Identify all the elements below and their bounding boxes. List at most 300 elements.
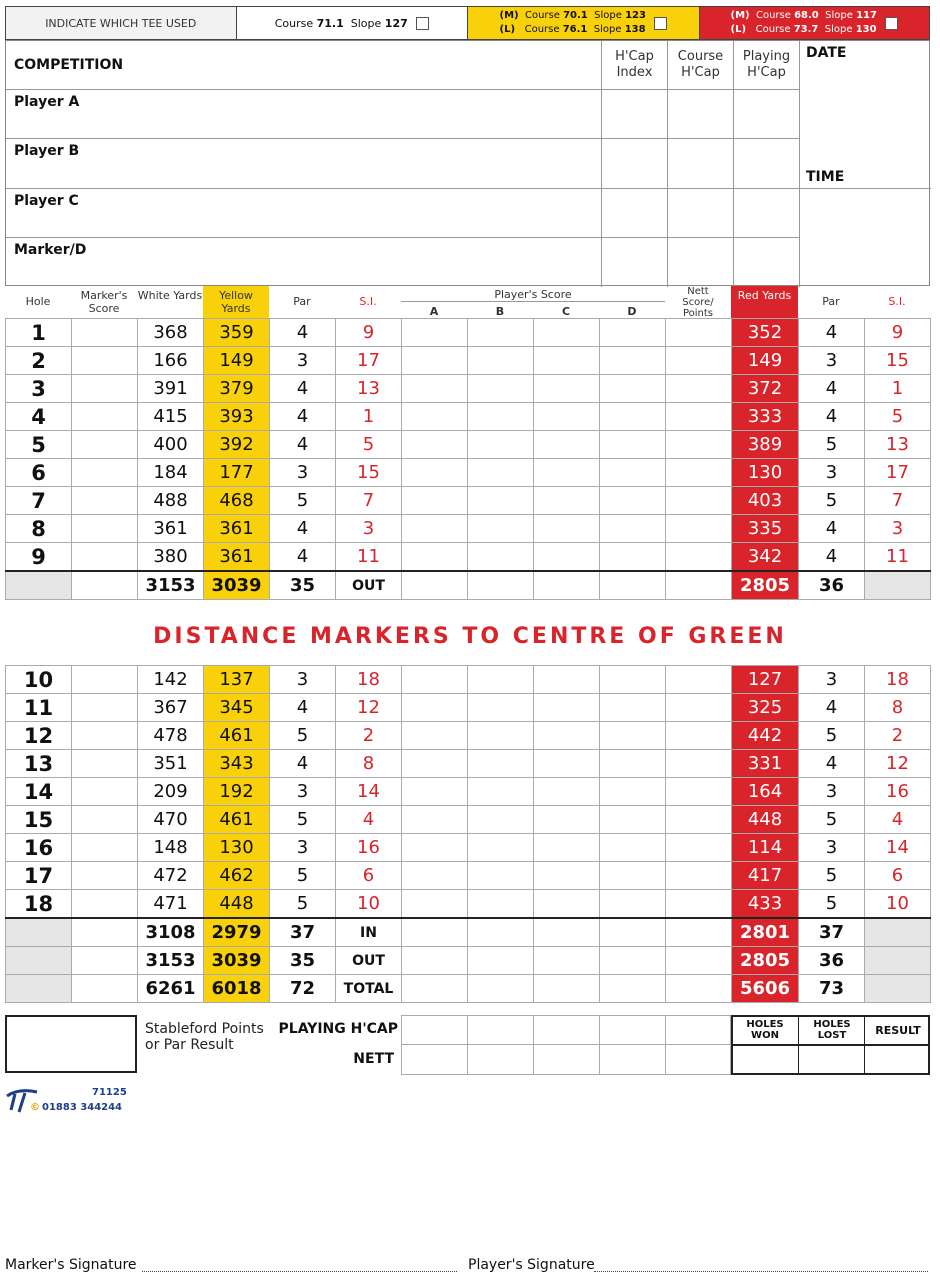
score-b-cell[interactable] bbox=[468, 862, 534, 890]
par-cell: 3 bbox=[270, 459, 336, 487]
red-yards-cell: 333 bbox=[732, 403, 799, 431]
score-a-cell[interactable] bbox=[402, 459, 468, 487]
score-d-cell[interactable] bbox=[600, 347, 666, 375]
time-field[interactable] bbox=[806, 191, 926, 281]
score-d-total-cell[interactable] bbox=[600, 918, 666, 947]
red-yards-cell: 442 bbox=[732, 722, 799, 750]
score-a-cell[interactable] bbox=[402, 750, 468, 778]
score-a-total-cell[interactable] bbox=[402, 918, 468, 947]
par-cell: 5 bbox=[270, 890, 336, 919]
score-c-cell[interactable] bbox=[534, 666, 600, 694]
hole-row bbox=[6, 806, 931, 834]
score-a-cell[interactable] bbox=[402, 375, 468, 403]
score-d-cell[interactable] bbox=[600, 750, 666, 778]
markers-score-cell[interactable] bbox=[72, 543, 138, 572]
score-b-total-cell[interactable] bbox=[468, 975, 534, 1003]
markers-score-cell[interactable] bbox=[72, 375, 138, 403]
yellow-yards-header: Yellow Yards bbox=[219, 289, 253, 315]
score-c-cell[interactable] bbox=[534, 862, 600, 890]
red-yards-cell: 352 bbox=[732, 319, 799, 347]
nett-score-cell[interactable] bbox=[666, 403, 732, 431]
markers-score-cell[interactable] bbox=[72, 515, 138, 543]
score-d-cell[interactable] bbox=[600, 806, 666, 834]
yellow-yards-cell: 461 bbox=[204, 722, 270, 750]
par-cell: 5 bbox=[270, 862, 336, 890]
score-b-cell[interactable] bbox=[468, 459, 534, 487]
white-yards-cell: 415 bbox=[138, 403, 204, 431]
total-blank-cell bbox=[865, 947, 931, 975]
hole-number: 8 bbox=[6, 515, 72, 543]
markers-score-cell[interactable] bbox=[72, 834, 138, 862]
score-d-cell[interactable] bbox=[600, 722, 666, 750]
total-label: OUT bbox=[336, 571, 402, 600]
score-c-total-cell[interactable] bbox=[534, 947, 600, 975]
score-a-cell[interactable] bbox=[402, 487, 468, 515]
date-label: DATE bbox=[806, 45, 847, 61]
score-c-cell[interactable] bbox=[534, 319, 600, 347]
par-cell: 3 bbox=[270, 778, 336, 806]
red-stroke-index-cell: 10 bbox=[865, 890, 931, 919]
hole-number: 1 bbox=[6, 319, 72, 347]
yellow-yards-cell: 468 bbox=[204, 487, 270, 515]
score-a-total-cell[interactable] bbox=[402, 571, 468, 600]
score-d-cell[interactable] bbox=[600, 403, 666, 431]
hole-row bbox=[6, 666, 931, 694]
red-par-cell: 4 bbox=[799, 694, 865, 722]
score-b-cell[interactable] bbox=[468, 890, 534, 919]
course-hcap-header: Course H'Cap bbox=[677, 49, 724, 80]
hole-row bbox=[6, 722, 931, 750]
nett-score-cell[interactable] bbox=[666, 722, 732, 750]
white-yards-cell: 142 bbox=[138, 666, 204, 694]
red-yards-total-cell: 2805 bbox=[732, 571, 799, 600]
stroke-index-cell: 17 bbox=[336, 347, 402, 375]
red-par-cell: 3 bbox=[799, 778, 865, 806]
nett-total-cell[interactable] bbox=[666, 918, 732, 947]
red-par-cell: 5 bbox=[799, 431, 865, 459]
red-par-cell: 4 bbox=[799, 319, 865, 347]
score-d-total-cell[interactable] bbox=[600, 975, 666, 1003]
score-d-cell[interactable] bbox=[600, 487, 666, 515]
score-d-cell[interactable] bbox=[600, 319, 666, 347]
score-b-cell[interactable] bbox=[468, 778, 534, 806]
player-header-grid bbox=[5, 40, 930, 286]
nett-total-cell[interactable] bbox=[666, 975, 732, 1003]
score-d-cell[interactable] bbox=[600, 890, 666, 919]
markers-score-cell[interactable] bbox=[72, 347, 138, 375]
total-label: IN bbox=[336, 918, 402, 947]
hole-row bbox=[6, 543, 931, 572]
white-yards-cell: 391 bbox=[138, 375, 204, 403]
white-yards-cell: 361 bbox=[138, 515, 204, 543]
stroke-index-cell: 3 bbox=[336, 515, 402, 543]
markers-score-cell[interactable] bbox=[72, 750, 138, 778]
markers-score-cell[interactable] bbox=[72, 459, 138, 487]
red-stroke-index-cell: 11 bbox=[865, 543, 931, 572]
total-row bbox=[6, 947, 931, 975]
markers-score-cell[interactable] bbox=[72, 722, 138, 750]
score-c-cell[interactable] bbox=[534, 890, 600, 919]
score-c-cell[interactable] bbox=[534, 347, 600, 375]
score-d-cell[interactable] bbox=[600, 778, 666, 806]
red-yards-cell: 433 bbox=[732, 890, 799, 919]
red-par-header: Par bbox=[822, 295, 840, 308]
score-c-cell[interactable] bbox=[534, 403, 600, 431]
white-yards-cell: 368 bbox=[138, 319, 204, 347]
stroke-index-cell: 12 bbox=[336, 694, 402, 722]
yellow-m-course: 70.1 bbox=[563, 10, 588, 21]
score-b-cell[interactable] bbox=[468, 694, 534, 722]
stroke-index-cell: 2 bbox=[336, 722, 402, 750]
tee-selection-bar bbox=[5, 6, 930, 40]
red-yards-cell: 335 bbox=[732, 515, 799, 543]
score-c-total-cell[interactable] bbox=[534, 918, 600, 947]
red-stroke-index-cell: 15 bbox=[865, 347, 931, 375]
stroke-index-cell: 9 bbox=[336, 319, 402, 347]
score-c-cell[interactable] bbox=[534, 431, 600, 459]
par-cell: 3 bbox=[270, 666, 336, 694]
par-cell: 4 bbox=[270, 431, 336, 459]
nett-score-header: Nett Score/ Points bbox=[682, 286, 714, 319]
par-cell: 3 bbox=[270, 347, 336, 375]
score-a-cell[interactable] bbox=[402, 890, 468, 919]
markers-total-cell[interactable] bbox=[72, 918, 138, 947]
player-signature-line[interactable] bbox=[594, 1271, 928, 1272]
red-yards-cell: 325 bbox=[732, 694, 799, 722]
red-tee-option[interactable] bbox=[700, 7, 930, 39]
nett-total-cell[interactable] bbox=[666, 571, 732, 600]
player-signature-label: Player's Signature bbox=[468, 1257, 595, 1273]
stroke-index-cell: 10 bbox=[336, 890, 402, 919]
score-c-cell[interactable] bbox=[534, 778, 600, 806]
total-label: TOTAL bbox=[336, 975, 402, 1003]
holes-won-label: HOLES WON bbox=[746, 1019, 784, 1041]
hole-number: 7 bbox=[6, 487, 72, 515]
score-c-cell[interactable] bbox=[534, 515, 600, 543]
score-c-cell[interactable] bbox=[534, 694, 600, 722]
stroke-index-cell: 18 bbox=[336, 666, 402, 694]
nett-score-cell[interactable] bbox=[666, 750, 732, 778]
white-yards-cell: 166 bbox=[138, 347, 204, 375]
score-d-total-cell[interactable] bbox=[600, 571, 666, 600]
score-a-cell[interactable] bbox=[402, 543, 468, 572]
red-par-total-cell: 37 bbox=[799, 918, 865, 947]
yellow-total-cell: 6018 bbox=[204, 975, 270, 1003]
white-yards-header: White Yards bbox=[137, 289, 203, 302]
score-c-total-cell[interactable] bbox=[534, 975, 600, 1003]
nett-score-cell[interactable] bbox=[666, 778, 732, 806]
markers-score-cell[interactable] bbox=[72, 862, 138, 890]
score-b-total-cell[interactable] bbox=[468, 918, 534, 947]
white-slope-rating: 127 bbox=[384, 16, 408, 30]
marker-signature-label: Marker's Signature bbox=[5, 1257, 137, 1273]
white-yards-cell: 478 bbox=[138, 722, 204, 750]
score-b-total-cell[interactable] bbox=[468, 947, 534, 975]
stroke-index-cell: 8 bbox=[336, 750, 402, 778]
score-a-cell[interactable] bbox=[402, 694, 468, 722]
red-m-slope-label: Slope bbox=[825, 10, 853, 21]
nett-score-cell[interactable] bbox=[666, 806, 732, 834]
yellow-tee-checkbox[interactable] bbox=[654, 17, 667, 30]
red-par-cell: 5 bbox=[799, 722, 865, 750]
score-d-cell[interactable] bbox=[600, 459, 666, 487]
red-par-cell: 4 bbox=[799, 375, 865, 403]
markers-score-cell[interactable] bbox=[72, 890, 138, 919]
par-cell: 5 bbox=[270, 722, 336, 750]
score-b-cell[interactable] bbox=[468, 347, 534, 375]
score-b-cell[interactable] bbox=[468, 431, 534, 459]
score-a-cell[interactable] bbox=[402, 806, 468, 834]
yellow-yards-cell: 361 bbox=[204, 515, 270, 543]
markers-score-cell[interactable] bbox=[72, 319, 138, 347]
nett-score-cell[interactable] bbox=[666, 666, 732, 694]
score-a-header: A bbox=[429, 305, 439, 318]
hcap-index-header: H'Cap Index bbox=[615, 49, 654, 80]
red-tee-checkbox[interactable] bbox=[885, 17, 898, 30]
markers-score-cell[interactable] bbox=[72, 431, 138, 459]
nett-score-cell[interactable] bbox=[666, 319, 732, 347]
score-b-cell[interactable] bbox=[468, 403, 534, 431]
score-a-cell[interactable] bbox=[402, 347, 468, 375]
white-total-cell: 3153 bbox=[138, 571, 204, 600]
red-par-cell: 5 bbox=[799, 487, 865, 515]
nett-score-cell[interactable] bbox=[666, 543, 732, 572]
holes-lost-label: HOLES LOST bbox=[813, 1019, 851, 1041]
printer-phone: 01883 344244 bbox=[42, 1102, 123, 1113]
red-m-slope: 117 bbox=[856, 10, 877, 21]
yellow-m-tag: (M) bbox=[499, 10, 519, 21]
red-m-course: 68.0 bbox=[794, 10, 819, 21]
marker-d-label: Marker/D bbox=[14, 242, 87, 258]
score-a-cell[interactable] bbox=[402, 319, 468, 347]
score-b-cell[interactable] bbox=[468, 722, 534, 750]
markers-score-cell[interactable] bbox=[72, 806, 138, 834]
yellow-m-course-label: Course bbox=[524, 10, 560, 21]
score-a-cell[interactable] bbox=[402, 834, 468, 862]
nett-score-cell[interactable] bbox=[666, 431, 732, 459]
white-yards-cell: 351 bbox=[138, 750, 204, 778]
indicate-tee-text: INDICATE WHICH TEE USED bbox=[45, 16, 197, 30]
markers-score-cell[interactable] bbox=[72, 403, 138, 431]
score-a-cell[interactable] bbox=[402, 403, 468, 431]
score-b-cell[interactable] bbox=[468, 543, 534, 572]
hole-number: 17 bbox=[6, 862, 72, 890]
score-c-cell[interactable] bbox=[534, 750, 600, 778]
score-d-cell[interactable] bbox=[600, 543, 666, 572]
white-total-cell: 6261 bbox=[138, 975, 204, 1003]
score-a-cell[interactable] bbox=[402, 862, 468, 890]
score-d-cell[interactable] bbox=[600, 375, 666, 403]
score-d-cell[interactable] bbox=[600, 694, 666, 722]
score-c-cell[interactable] bbox=[534, 834, 600, 862]
total-blank-cell bbox=[6, 947, 72, 975]
nett-score-cell[interactable] bbox=[666, 515, 732, 543]
par-cell: 4 bbox=[270, 750, 336, 778]
white-course-rating: 71.1 bbox=[316, 16, 344, 30]
stroke-index-cell: 6 bbox=[336, 862, 402, 890]
nett-score-cell[interactable] bbox=[666, 347, 732, 375]
hole-row bbox=[6, 375, 931, 403]
score-d-cell[interactable] bbox=[600, 834, 666, 862]
score-d-cell[interactable] bbox=[600, 431, 666, 459]
hole-row bbox=[6, 319, 931, 347]
score-b-cell[interactable] bbox=[468, 487, 534, 515]
score-b-cell[interactable] bbox=[468, 806, 534, 834]
score-d-total-cell[interactable] bbox=[600, 947, 666, 975]
par-cell: 4 bbox=[270, 319, 336, 347]
par-cell: 5 bbox=[270, 487, 336, 515]
par-total-cell: 35 bbox=[270, 947, 336, 975]
stableford-label: Stableford Points or Par Result bbox=[145, 1021, 264, 1053]
yellow-tee-option[interactable] bbox=[468, 7, 700, 39]
par-cell: 3 bbox=[270, 834, 336, 862]
white-yards-cell: 471 bbox=[138, 890, 204, 919]
score-a-cell[interactable] bbox=[402, 666, 468, 694]
red-yards-cell: 164 bbox=[732, 778, 799, 806]
date-field[interactable] bbox=[806, 51, 926, 171]
par-cell: 4 bbox=[270, 694, 336, 722]
competition-label: COMPETITION bbox=[14, 57, 124, 73]
score-b-cell[interactable] bbox=[468, 834, 534, 862]
total-blank-cell bbox=[6, 975, 72, 1003]
markers-score-cell[interactable] bbox=[72, 666, 138, 694]
score-c-total-cell[interactable] bbox=[534, 571, 600, 600]
markers-score-cell[interactable] bbox=[72, 778, 138, 806]
red-stroke-index-cell: 16 bbox=[865, 778, 931, 806]
score-a-total-cell[interactable] bbox=[402, 975, 468, 1003]
footer-score-grid bbox=[401, 1015, 731, 1075]
score-b-cell[interactable] bbox=[468, 666, 534, 694]
stroke-index-cell: 13 bbox=[336, 375, 402, 403]
markers-score-header: Marker's Score bbox=[80, 289, 128, 315]
yellow-yards-cell: 192 bbox=[204, 778, 270, 806]
red-stroke-index-cell: 13 bbox=[865, 431, 931, 459]
stroke-index-cell: 11 bbox=[336, 543, 402, 572]
score-d-header: D bbox=[627, 305, 637, 318]
red-stroke-index-cell: 6 bbox=[865, 862, 931, 890]
hole-header: Hole bbox=[25, 295, 51, 308]
score-c-cell[interactable] bbox=[534, 459, 600, 487]
hole-row bbox=[6, 862, 931, 890]
white-total-cell: 3153 bbox=[138, 947, 204, 975]
print-code: 71125 bbox=[92, 1087, 127, 1098]
score-c-header: C bbox=[561, 305, 571, 318]
red-par-cell: 3 bbox=[799, 834, 865, 862]
score-b-header: B bbox=[495, 305, 505, 318]
score-a-cell[interactable] bbox=[402, 778, 468, 806]
red-m-course-label: Course bbox=[755, 10, 791, 21]
player-b-label: Player B bbox=[14, 143, 80, 159]
score-c-cell[interactable] bbox=[534, 722, 600, 750]
yellow-yards-cell: 392 bbox=[204, 431, 270, 459]
marker-signature-line[interactable] bbox=[142, 1271, 457, 1272]
score-c-cell[interactable] bbox=[534, 543, 600, 572]
markers-total-cell[interactable] bbox=[72, 571, 138, 600]
markers-total-cell[interactable] bbox=[72, 947, 138, 975]
red-yards-cell: 127 bbox=[732, 666, 799, 694]
markers-total-cell[interactable] bbox=[72, 975, 138, 1003]
nett-score-cell[interactable] bbox=[666, 890, 732, 919]
nett-score-cell[interactable] bbox=[666, 487, 732, 515]
nett-score-cell[interactable] bbox=[666, 862, 732, 890]
hole-number: 18 bbox=[6, 890, 72, 919]
score-c-cell[interactable] bbox=[534, 487, 600, 515]
score-d-cell[interactable] bbox=[600, 666, 666, 694]
playing-hcap-label: PLAYING H'CAP bbox=[278, 1021, 398, 1037]
stroke-index-cell: 1 bbox=[336, 403, 402, 431]
score-b-cell[interactable] bbox=[468, 515, 534, 543]
score-b-total-cell[interactable] bbox=[468, 571, 534, 600]
hole-row bbox=[6, 750, 931, 778]
hole-row bbox=[6, 778, 931, 806]
score-a-cell[interactable] bbox=[402, 722, 468, 750]
hole-row bbox=[6, 515, 931, 543]
yellow-yards-cell: 461 bbox=[204, 806, 270, 834]
score-a-cell[interactable] bbox=[402, 515, 468, 543]
white-yards-cell: 148 bbox=[138, 834, 204, 862]
markers-score-cell[interactable] bbox=[72, 694, 138, 722]
yellow-l-slope: 138 bbox=[624, 24, 646, 35]
copyright-symbol: © bbox=[30, 1102, 40, 1113]
score-b-cell[interactable] bbox=[468, 319, 534, 347]
player-a-label: Player A bbox=[14, 94, 80, 110]
score-b-cell[interactable] bbox=[468, 750, 534, 778]
red-par-total-cell: 36 bbox=[799, 947, 865, 975]
white-slope-label: Slope bbox=[350, 16, 382, 30]
nett-score-cell[interactable] bbox=[666, 375, 732, 403]
white-tee-option[interactable] bbox=[237, 7, 469, 39]
red-stroke-index-cell: 2 bbox=[865, 722, 931, 750]
red-stroke-index-cell: 9 bbox=[865, 319, 931, 347]
back-nine-table bbox=[5, 665, 931, 1003]
score-d-cell[interactable] bbox=[600, 862, 666, 890]
hole-row bbox=[6, 834, 931, 862]
total-blank-cell bbox=[6, 571, 72, 600]
score-d-cell[interactable] bbox=[600, 515, 666, 543]
nett-score-cell[interactable] bbox=[666, 834, 732, 862]
score-c-cell[interactable] bbox=[534, 375, 600, 403]
players-score-header: Player's Score bbox=[494, 288, 572, 301]
red-stroke-index-cell: 17 bbox=[865, 459, 931, 487]
total-row bbox=[6, 975, 931, 1003]
stroke-index-cell: 15 bbox=[336, 459, 402, 487]
yellow-yards-cell: 379 bbox=[204, 375, 270, 403]
hole-number: 9 bbox=[6, 543, 72, 572]
si-header: S.I. bbox=[359, 295, 377, 308]
red-yards-cell: 417 bbox=[732, 862, 799, 890]
red-yards-cell: 149 bbox=[732, 347, 799, 375]
markers-score-cell[interactable] bbox=[72, 487, 138, 515]
stableford-box[interactable] bbox=[5, 1015, 137, 1073]
white-tee-checkbox[interactable] bbox=[416, 17, 429, 30]
score-a-cell[interactable] bbox=[402, 431, 468, 459]
red-yards-cell: 130 bbox=[732, 459, 799, 487]
yellow-l-tag: (L) bbox=[499, 24, 516, 35]
red-yards-cell: 372 bbox=[732, 375, 799, 403]
score-b-cell[interactable] bbox=[468, 375, 534, 403]
red-stroke-index-cell: 8 bbox=[865, 694, 931, 722]
score-a-total-cell[interactable] bbox=[402, 947, 468, 975]
white-yards-cell: 209 bbox=[138, 778, 204, 806]
nett-score-cell[interactable] bbox=[666, 694, 732, 722]
hole-number: 2 bbox=[6, 347, 72, 375]
nett-score-cell[interactable] bbox=[666, 459, 732, 487]
score-c-cell[interactable] bbox=[534, 806, 600, 834]
red-stroke-index-cell: 3 bbox=[865, 515, 931, 543]
result-label: RESULT bbox=[875, 1024, 921, 1037]
time-label: TIME bbox=[806, 169, 845, 185]
nett-total-cell[interactable] bbox=[666, 947, 732, 975]
